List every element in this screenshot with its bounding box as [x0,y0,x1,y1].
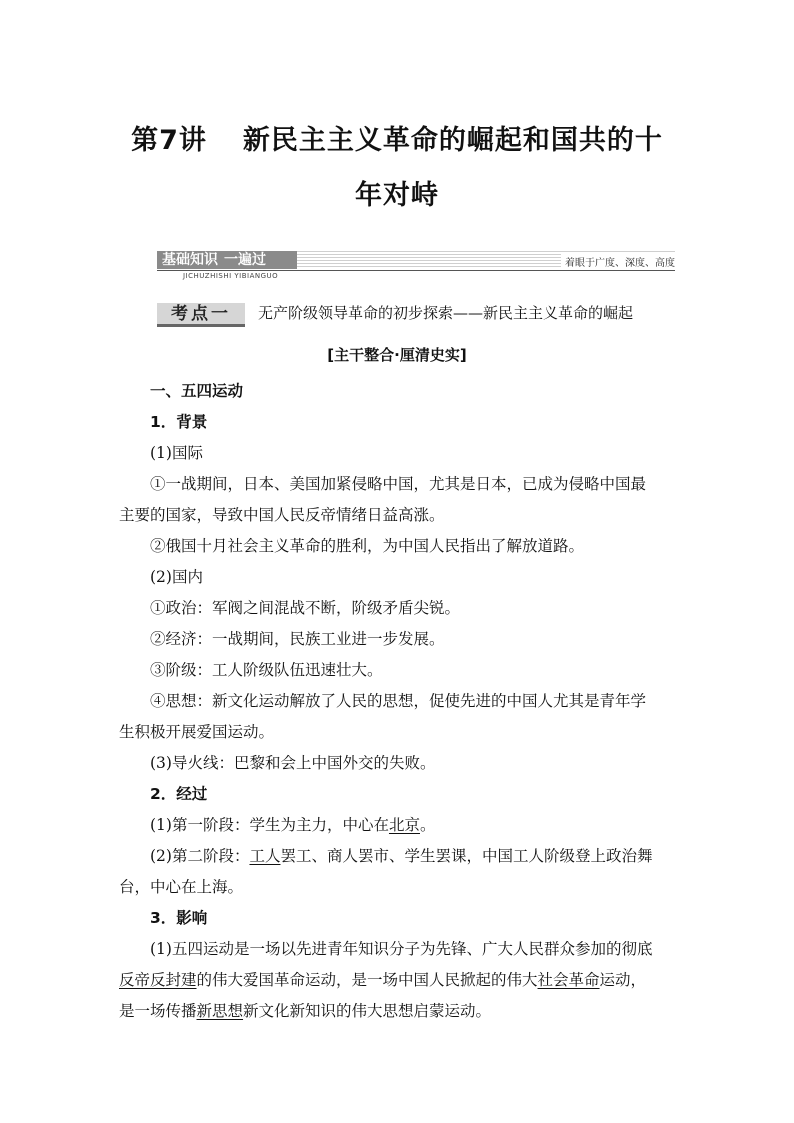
text-run: 的伟大爱国革命运动，是一场中国人民掀起的伟大 [196,971,538,989]
banner-label-part2: 一遍过 [224,252,266,268]
paragraph-line [119,841,677,872]
text-run: 新文化新知识的伟大思想启蒙运动。 [243,1002,492,1020]
paragraph-line: 生积极开展爱国运动。 [119,723,275,741]
paragraph-line: ④思想：新文化运动解放了人民的思想，促使先进的中国人尤其是青年学 [150,692,647,710]
section-title: 无产阶级领导革命的初步探索——新民主主义革命的崛起 [258,304,634,322]
page-title-line-2: 年对峙 [355,180,439,211]
paragraph-line: (1)五四运动是一场以先进青年知识分子为先锋、广大人民群众参加的彻底 [150,940,653,958]
text-run: 是一场传播 [119,1002,197,1020]
text-run: 罢工、商人罢市、学生罢课，中国工人阶级登上政治舞 [280,847,653,865]
subheading-domestic: (2)国内 [150,568,203,586]
banner-label [157,251,297,269]
section-subhead: [主干整合·厘清史实] [327,346,467,364]
section-tag: 考点一 [157,303,245,327]
underlined-term: 新思想 [196,1002,244,1020]
banner-pinyin: JICHUZHISHI YIBIANGUO [183,272,279,280]
subheading-international: (1)国际 [150,444,203,462]
banner-rule [157,270,675,271]
paragraph-line: 台，中心在上海。 [119,878,244,896]
page-title-line-1 [0,118,794,157]
paragraph-line: ①政治：军阀之间混战不断，阶级矛盾尖锐。 [150,599,461,617]
underlined-term: 反帝反封建 [119,971,197,989]
paragraph-line: ②经济：一战期间，民族工业进一步发展。 [150,630,445,648]
paragraph-line: ①一战期间，日本、美国加紧侵略中国，尤其是日本，已成为侵略中国最 [150,475,647,493]
underlined-term: 社会革命 [537,971,600,989]
heading-impact: 3．影响 [150,909,208,927]
paragraph-line: 主要的国家，导致中国人民反帝情绪日益高涨。 [119,506,445,524]
paragraph-line [119,996,677,1027]
paragraph-line [119,810,677,841]
banner-right-text: 着眼于广度、深度、高度 [561,254,675,269]
text-run: 。 [419,816,436,834]
section-banner [157,251,675,291]
paragraph-line: ③阶级：工人阶级队伍迅速壮大。 [150,661,383,679]
heading-background: 1．背景 [150,413,208,431]
text-run: (2)第二阶段： [150,847,250,865]
chapter-number: 第7讲 [131,125,207,156]
text-run: 运动， [599,971,647,989]
heading-process: 2．经过 [150,785,208,803]
document-body [119,376,677,1027]
title-text-1: 新民主主义革命的崛起和国共的十 [242,125,663,156]
paragraph-line: ②俄国十月社会主义革命的胜利，为中国人民指出了解放道路。 [150,537,585,555]
paragraph-line: (3)导火线：巴黎和会上中国外交的失败。 [150,754,436,772]
banner-label-part1: 基础知识 [162,252,218,268]
text-run: (1)第一阶段：学生为主力，中心在 [150,816,389,834]
underlined-term: 工人 [249,847,281,865]
underlined-term: 北京 [388,816,420,834]
heading-wusi: 一、五四运动 [150,382,244,400]
paragraph-line [119,965,677,996]
